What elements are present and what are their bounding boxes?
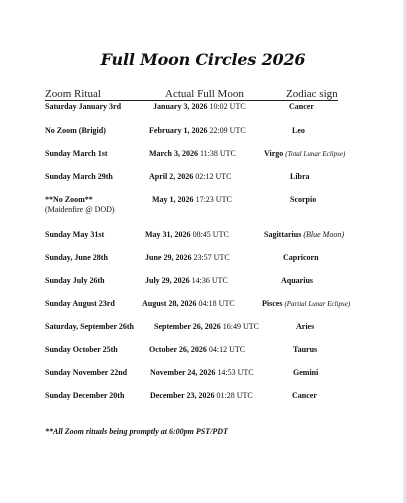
zoom-ritual-cell: Saturday January 3rd (45, 102, 122, 111)
eclipse-note: (Partial Lunar Eclipse) (284, 300, 351, 308)
table-row (0, 368, 406, 382)
zodiac-cell: Taurus (293, 345, 318, 354)
page-title: Full Moon Circles 2026 (100, 50, 306, 69)
zodiac-cell: Pisces (Partial Lunar Eclipse) (262, 299, 351, 308)
zodiac-cell: Cancer (289, 102, 314, 111)
zoom-ritual-cell: Sunday October 25th (45, 345, 118, 354)
zoom-ritual-cell: Sunday December 20th (45, 391, 125, 400)
table-row (0, 195, 406, 219)
header-zodiac-sign: Zodiac sign (286, 88, 338, 100)
full-moon-cell: March 3, 2026 11:38 UTC (149, 149, 236, 158)
zoom-ritual-cell: Sunday August 23rd (45, 299, 115, 308)
full-moon-cell: December 23, 2026 01:28 UTC (150, 391, 253, 400)
zodiac-cell: Scorpio (290, 195, 317, 204)
zoom-ritual-cell: Sunday, June 28th (45, 253, 108, 262)
zodiac-cell: Sagittarius (Blue Moon) (264, 230, 344, 239)
table-row (0, 230, 406, 244)
zodiac-cell: Gemini (293, 368, 319, 377)
full-moon-cell: April 2, 2026 02:12 UTC (149, 172, 232, 181)
zoom-ritual-cell: No Zoom (Brigid) (45, 126, 106, 135)
full-moon-cell: November 24, 2026 14:53 UTC (150, 368, 254, 377)
zoom-ritual-cell: Sunday May 31st (45, 230, 105, 239)
header-actual-full-moon: Actual Full Moon (165, 88, 244, 100)
zodiac-cell: Libra (290, 172, 310, 181)
blue-moon-note: (Blue Moon) (303, 230, 344, 239)
full-moon-cell: August 28, 2026 04:18 UTC (142, 299, 235, 308)
zoom-ritual-cell: Sunday March 1st (45, 149, 108, 158)
zoom-ritual-cell: Sunday November 22nd (45, 368, 128, 377)
table-row (0, 391, 406, 405)
table-row (0, 253, 406, 267)
zoom-ritual-cell: Saturday, September 26th (45, 322, 134, 331)
zoom-ritual-cell: **No Zoom** (45, 195, 93, 204)
full-moon-cell: May 1, 2026 17:23 UTC (152, 195, 232, 204)
table-row (0, 345, 406, 359)
full-moon-cell: May 31, 2026 08:45 UTC (145, 230, 229, 239)
table-row (0, 322, 406, 336)
eclipse-note: (Total Lunar Eclipse) (285, 150, 346, 158)
table-row (0, 126, 406, 140)
footer-note: **All Zoom rituals being promptly at 6:00pm PST/PDT (45, 427, 228, 436)
table-row (0, 172, 406, 186)
zodiac-cell: Virgo (Total Lunar Eclipse) (264, 149, 346, 158)
table-row (0, 299, 406, 313)
full-moon-cell: June 29, 2026 23:57 UTC (145, 253, 230, 262)
zoom-ritual-subnote: (Maidenfire @ DOD) (45, 205, 115, 214)
zodiac-cell: Capricorn (283, 253, 319, 262)
zodiac-cell: Aries (296, 322, 315, 331)
zoom-ritual-cell: Sunday July 26th (45, 276, 105, 285)
zodiac-cell: Leo (292, 126, 305, 135)
full-moon-cell: February 1, 2026 22:09 UTC (149, 126, 246, 135)
table-row (0, 276, 406, 290)
full-moon-cell: October 26, 2026 04:12 UTC (149, 345, 246, 354)
table-row (0, 149, 406, 163)
full-moon-cell: September 26, 2026 16:49 UTC (154, 322, 259, 331)
full-moon-cell: January 3, 2026 10:02 UTC (153, 102, 246, 111)
zoom-ritual-cell: Sunday March 29th (45, 172, 113, 181)
full-moon-cell: July 29, 2026 14:36 UTC (145, 276, 228, 285)
header-rule (45, 100, 338, 101)
zodiac-cell: Aquarius (281, 276, 314, 285)
zodiac-cell: Cancer (292, 391, 317, 400)
table-row (0, 102, 406, 116)
header-zoom-ritual: Zoom Ritual (45, 88, 101, 100)
